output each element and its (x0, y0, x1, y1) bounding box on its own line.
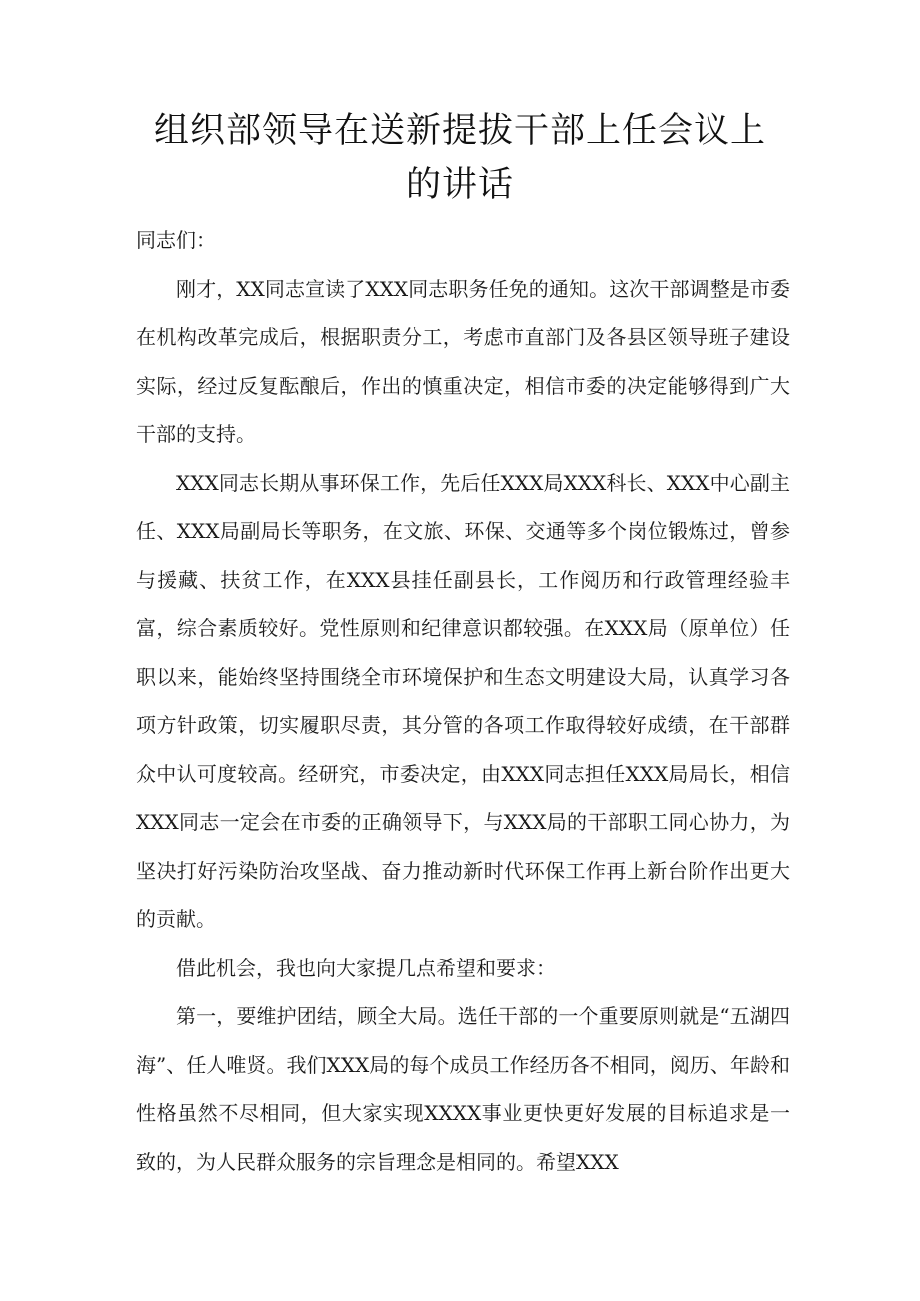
salutation: 同志们： (136, 228, 216, 252)
document-title (120, 104, 800, 212)
document-body (136, 216, 790, 1186)
title-line-1: 组织部领导在送新提拔干部上任会议上 (153, 111, 766, 151)
paragraph-2: XXX同志长期从事环保工作，先后任XXX局XXX科长、XXX中心副主任、XXX局副局长等职务，在文旅、环保、交通等多个岗位锻炼过，曾参与援藏、扶贫工作，在XXX县挂任副县长，工作阅历和行政管理经验丰富，综合素质较好。党性原则和纪律意识都较强。在XXX局（原单位）任职以来，能始终坚持围绕全市环境保护和生态文明建设大局，认真学习各项方针政策，切实履职尽责，其分管的各项工作取得较好成绩，在干部群众中认可度较高。经研究，市委决定，由XXX同志担任XXX局局长，相信XXX同志一定会在市委的正确领导下，与XXX局的干部职工同心协力，为坚决打好污染防治攻坚战、奋力推动新时代环保工作再上新台阶作出更大的贡献。 (136, 470, 790, 931)
title-line-2: 的讲话 (405, 165, 514, 205)
paragraph-4: 第一，要维护团结，顾全大局。选任干部的一个重要原则就是“五湖四海”、任人唯贤。我们XXX局的每个成员工作经历各不相同，阅历、年龄和性格虽然不尽相同，但大家实现XXXX事业更快更好发展的目标追求是一致的，为人民群众服务的宗旨理念是相同的。希望XXX (136, 1004, 790, 1174)
paragraph-3: 借此机会，我也向大家提几点希望和要求： (176, 955, 556, 980)
paragraph-1: 刚才，XX同志宣读了XXX同志职务任免的通知。这次干部调整是市委在机构改革完成后，根据职责分工，考虑市直部门及各县区领导班子建设实际，经过反复酝酿后，作出的慎重决定，相信市委的决定能够得到广大干部的支持。 (136, 276, 790, 446)
